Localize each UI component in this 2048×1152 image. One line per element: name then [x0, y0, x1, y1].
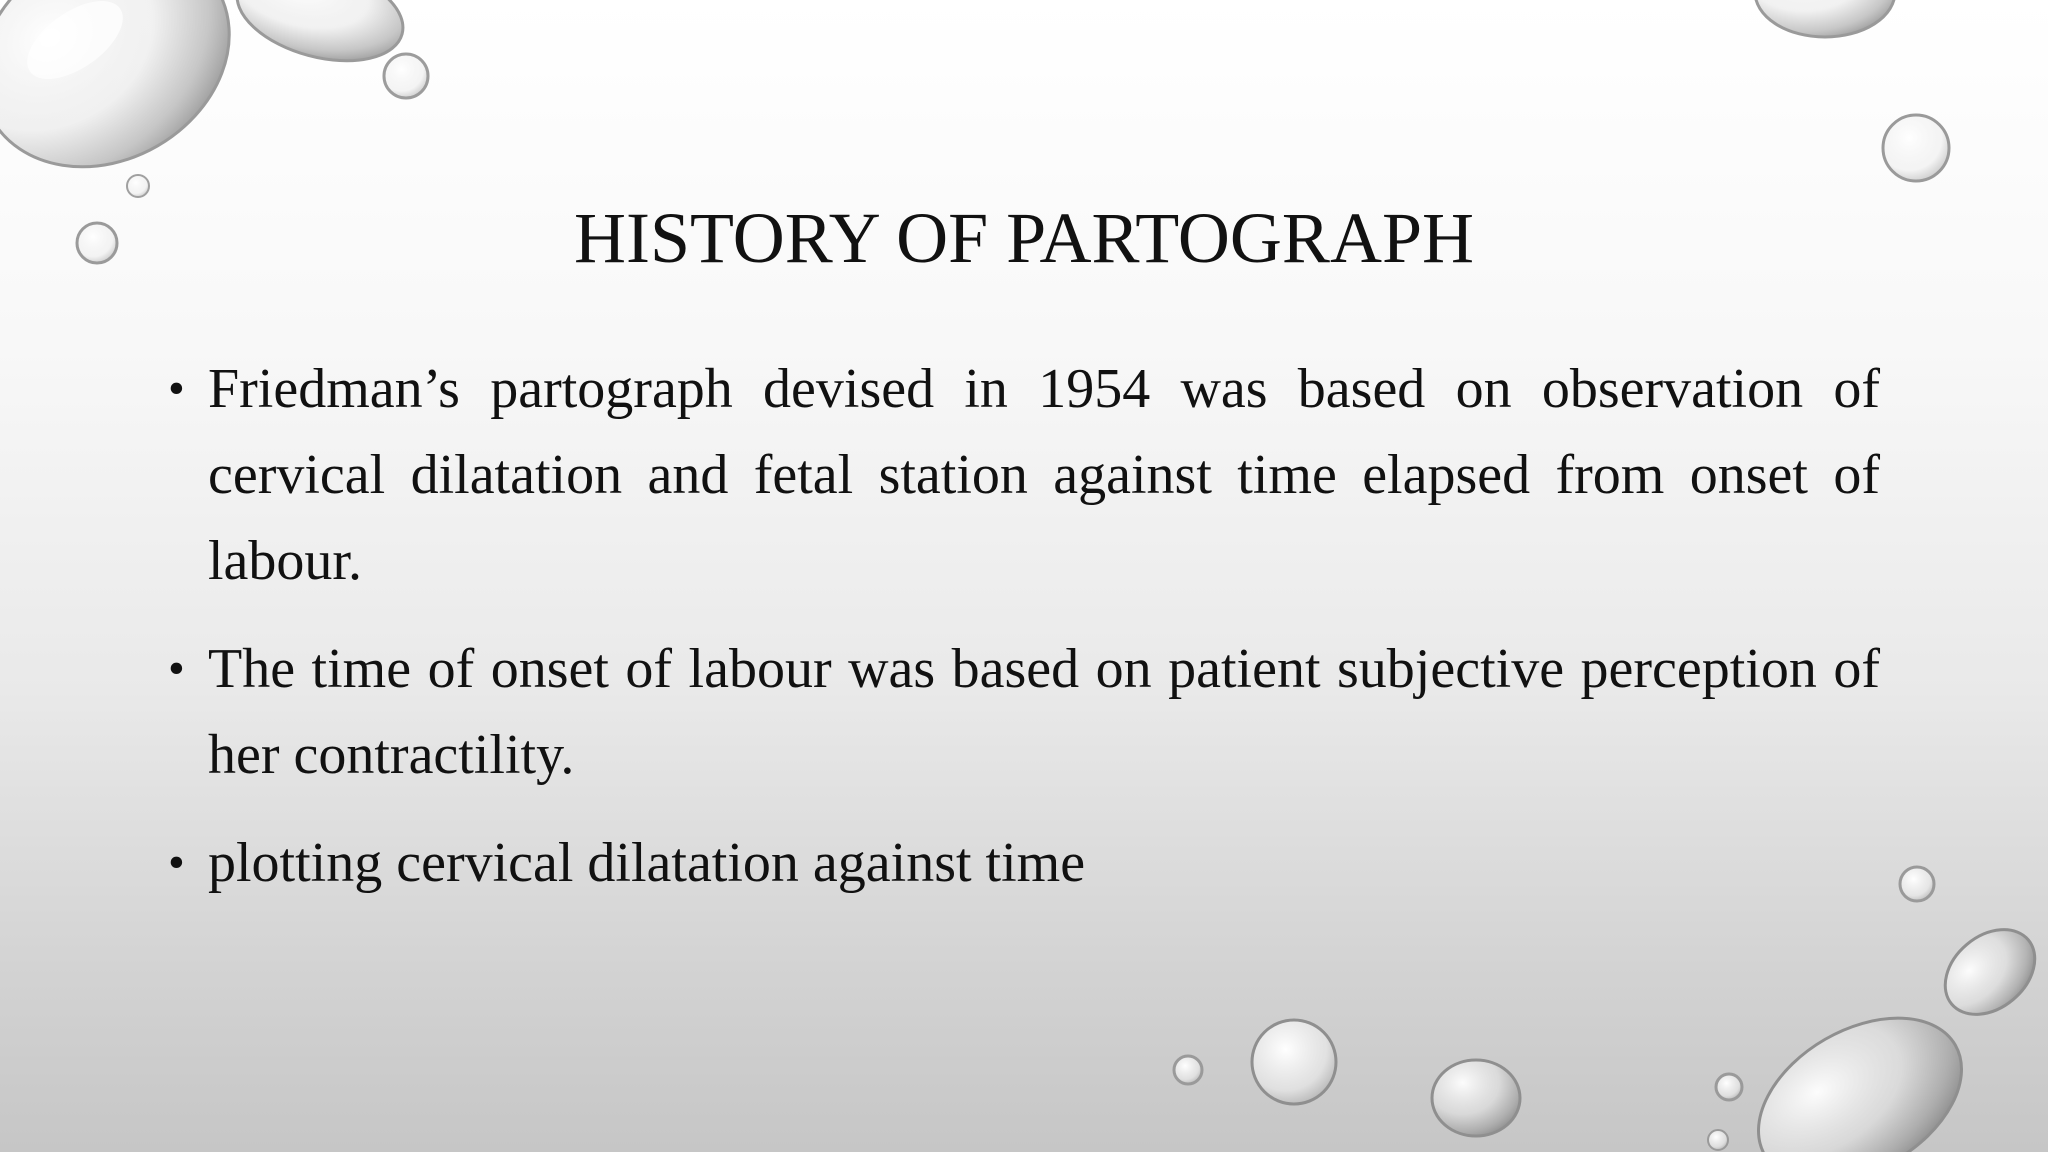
bullet-icon: • [168, 642, 185, 695]
bullet-icon: • [168, 836, 185, 889]
bullet-item [160, 346, 1880, 604]
bullet-item [160, 820, 1880, 906]
droplet-right-lower [1929, 912, 2048, 1031]
bullet-icon: • [168, 362, 185, 415]
droplet-top-left-medium [226, 0, 414, 77]
bullet-text: plotting cervical dilatation against time [208, 832, 1086, 894]
droplet-right-mid [1900, 867, 1934, 901]
droplet-bottom-right-tiny [1708, 1130, 1728, 1150]
droplet-bottom-medium [1252, 1020, 1336, 1104]
droplet-bottom-right-large [1730, 984, 1991, 1152]
droplet-top-right [1755, 0, 1895, 37]
droplet-bottom-small [1174, 1056, 1202, 1084]
bullet-item [160, 626, 1880, 798]
droplet-right-upper [1883, 115, 1949, 181]
bullet-text: Friedman’s partograph devised in 1954 was based on observation of cervical dilatation and fetal station against time elapsed from onset of labour. [208, 358, 1880, 592]
droplet-top-left-small [384, 54, 428, 98]
droplet-top-left-large [0, 0, 270, 211]
bullet-text: The time of onset of labour was based on patient subjective perception of her contractility. [208, 638, 1880, 786]
droplet-bottom-oval [1432, 1060, 1520, 1136]
droplet-bottom-right-small [1716, 1074, 1742, 1100]
slide-title: HISTORY OF PARTOGRAPH [574, 198, 1474, 278]
bullet-list [160, 346, 1880, 928]
